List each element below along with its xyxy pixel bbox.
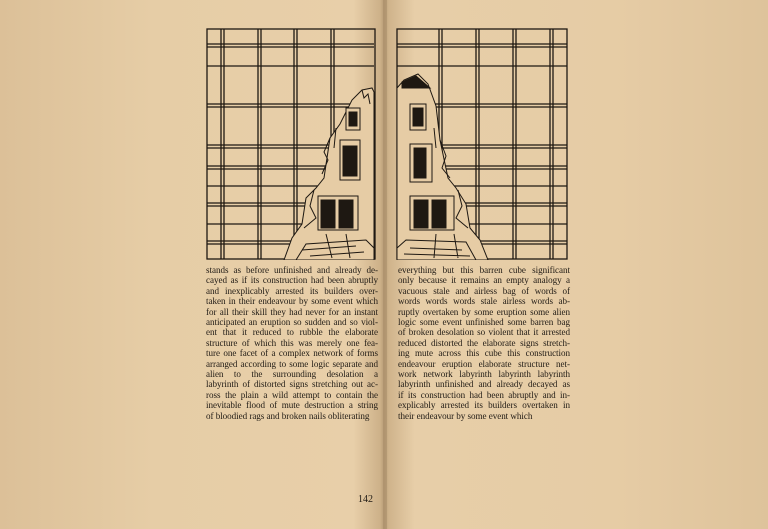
page-number: 142 [358,494,373,505]
text-line: everything but this barren cube significant [398,265,570,275]
text-line: vacuous stale and airless bag of words of [398,285,570,296]
text-line: ross the plain a wild attempt to contain the [206,389,378,400]
text-line: ture one facet of a complex network of forms [206,348,378,359]
text-line: inevitable flood of mute destruction a string [206,400,378,411]
book-gutter [383,0,387,529]
text-line: their endeavour by some event which [398,410,533,421]
text-line: explicably arrested its builders overtaken in [398,400,570,411]
text-line: ing mute across this cube this construction [398,348,570,359]
text-line: work network labyrinth labyrinth labyrinth [398,369,570,380]
right-text-column [398,265,570,421]
text-line: only because it remains an empty analogy a [398,275,570,286]
text-line: endeavour eruption elaborate structure net- [398,358,570,369]
text-line: anticipated an eruption so sudden and so viol- [206,317,378,328]
text-line: cayed as if its construction had been abruptly [206,275,378,286]
text-line: of broken desolation so violent that it arrested [398,327,570,338]
text-line: words words words stale airless words ab- [398,296,570,307]
text-line: alien to the surrounding desolation a [206,369,378,380]
text-line: ent that it reduced to rubble the elaborate [206,327,378,338]
ruin-illustration-right [396,28,568,260]
text-line: labyrinth unfinished and already decayed as [398,379,570,390]
text-line: taken in their endeavour by some event which [206,296,378,307]
text-line: ruptly overtaken by some eruption some alien [398,306,570,317]
text-line: structure of which this was merely one fea- [206,337,378,348]
text-line: and inexplicably arrested its builders over- [206,285,378,296]
text-line: labyrinth of distorted signs stretching out ac- [206,379,378,390]
text-line: stands as before unfinished and already de- [206,265,378,275]
text-line: reduced distorted the elaborate signs stretch- [398,337,570,348]
left-text-column [206,265,378,421]
text-line: for all their skill they had never for an instant [206,306,378,317]
text-line: arranged according to some logic separate and [206,358,378,369]
text-line: if its construction had been abruptly and in- [398,389,570,400]
text-line: logic some event unfinished some barren bag [398,317,570,328]
ruin-illustration-left [206,28,376,260]
text-line: of bloodied rags and broken nails obliterating [206,410,370,421]
